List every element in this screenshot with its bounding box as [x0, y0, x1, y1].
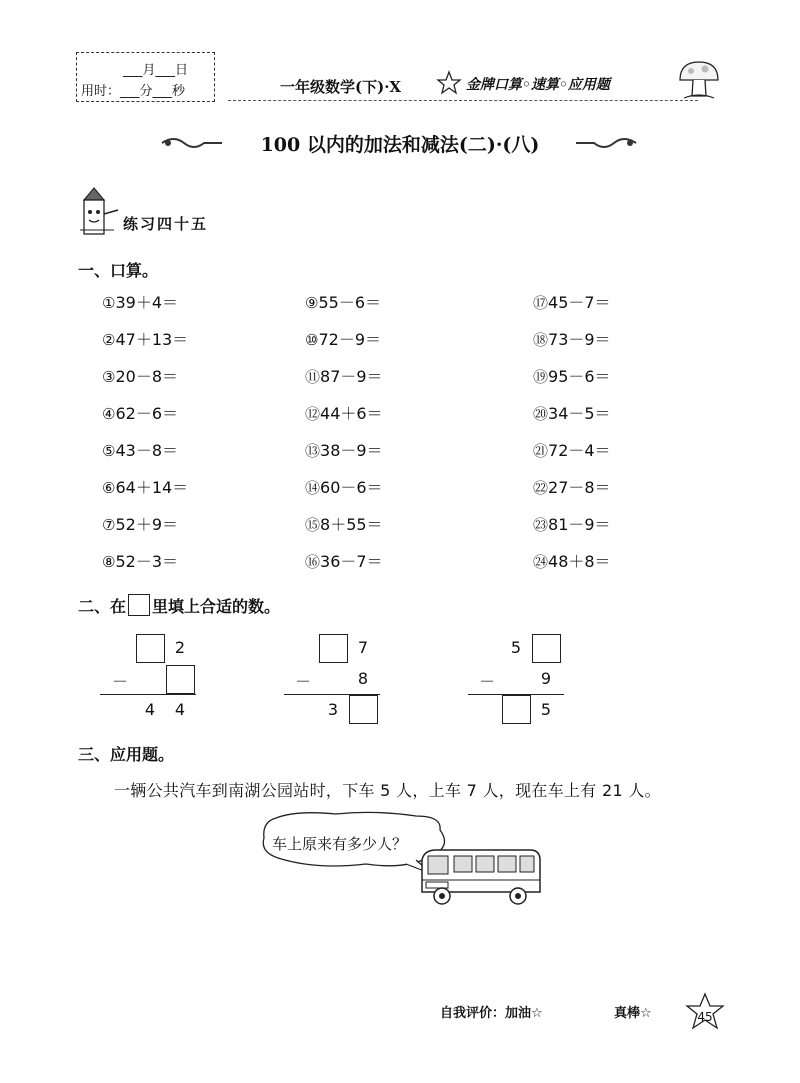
page-number: 45 [697, 1010, 713, 1024]
answer-box[interactable] [532, 634, 561, 663]
mental-math-problem [533, 438, 611, 461]
book-tags: 金牌口算◦速算◦应用题 [466, 77, 610, 93]
minus-sign: － [294, 672, 311, 691]
digit: 3 [327, 700, 339, 719]
mental-math-problem [102, 401, 178, 424]
problem-expression: 55－6＝ [318, 293, 381, 312]
problem-number: ⑩ [305, 331, 319, 349]
problem-number: ③ [102, 368, 116, 386]
problem-number: ⑫ [305, 405, 321, 423]
problem-expression: 45－7＝ [548, 293, 611, 312]
mental-math-problem [533, 475, 611, 498]
problem-number: ㉓ [533, 516, 549, 534]
problem-expression: 52＋9＝ [115, 515, 178, 534]
problem-number: ⑲ [533, 368, 549, 386]
heading-blank-box [128, 594, 150, 616]
section2-heading [78, 594, 280, 617]
problem-expression: 87－9＝ [320, 367, 383, 386]
mental-math-problem [102, 438, 178, 461]
mental-math-problem [102, 475, 188, 498]
digit: 4 [174, 700, 186, 719]
problem-expression: 48＋8＝ [548, 552, 611, 571]
problem-number: ⑱ [533, 331, 549, 349]
problem-number: ⑬ [305, 442, 321, 460]
great-rating-label: 真棒☆ [614, 1006, 652, 1021]
time-row: 用时：___分___秒 [81, 84, 186, 99]
mental-math-problem [305, 475, 383, 498]
problem-number: ㉔ [533, 553, 549, 571]
mental-math-problem [102, 290, 178, 313]
pencil-mascot-icon [74, 186, 120, 240]
answer-box[interactable] [136, 634, 165, 663]
problem-expression: 72－4＝ [548, 441, 611, 460]
problem-number: ⑨ [305, 294, 319, 312]
problem-number: ⑰ [533, 294, 549, 312]
word-problem-text: 一辆公共汽车到南湖公园站时，下车 5 人，上车 7 人，现在车上有 21 人。 [114, 781, 661, 800]
problem-expression: 44＋6＝ [320, 404, 383, 423]
problem-number: ⑪ [305, 368, 321, 386]
mental-math-problem [533, 364, 611, 387]
problem-expression: 81－9＝ [548, 515, 611, 534]
section1-heading: 一、口算。 [78, 261, 159, 280]
mental-math-problem [305, 364, 383, 387]
problem-number: ① [102, 294, 116, 312]
section2-heading-before: 二、在 [78, 597, 127, 616]
page-title: 100 以内的加法和减法(二)·(八) [260, 134, 540, 156]
answer-box[interactable] [319, 634, 348, 663]
problem-number: ⑳ [533, 405, 549, 423]
problem-expression: 8＋55＝ [320, 515, 383, 534]
problem-expression: 62－6＝ [115, 404, 178, 423]
self-evaluation-label: 自我评价：加油☆ [440, 1006, 543, 1021]
mental-math-problem [102, 549, 178, 572]
date-time-box [76, 52, 215, 102]
star-icon [436, 70, 462, 96]
mental-math-problem [305, 512, 383, 535]
digit: 4 [144, 700, 156, 719]
problem-expression: 64＋14＝ [115, 478, 189, 497]
problem-expression: 27－8＝ [548, 478, 611, 497]
swirl-right-ornament [574, 134, 638, 152]
equals-rule [100, 694, 196, 695]
mental-math-problem [305, 549, 383, 572]
answer-box[interactable] [502, 695, 531, 724]
digit: 7 [357, 638, 369, 657]
problem-expression: 39＋4＝ [115, 293, 178, 312]
mental-math-problem [533, 512, 611, 535]
problem-number: ⑦ [102, 516, 116, 534]
minus-sign: － [111, 672, 128, 691]
mental-math-problem [533, 327, 611, 350]
digit: 9 [540, 669, 552, 688]
exercise-title: 练习四十五 [123, 215, 209, 233]
digit: 5 [540, 700, 552, 719]
problem-expression: 72－9＝ [318, 330, 381, 349]
problem-number: ㉑ [533, 442, 549, 460]
mental-math-problem [533, 290, 611, 313]
mental-math-problem [305, 438, 383, 461]
mental-math-problem [533, 401, 611, 424]
mental-math-problem [305, 327, 381, 350]
problem-number: ⑭ [305, 479, 321, 497]
date-row: ___月___日 [123, 63, 189, 78]
problem-expression: 36－7＝ [320, 552, 383, 571]
problem-expression: 43－8＝ [115, 441, 178, 460]
section3-heading: 三、应用题。 [78, 745, 175, 764]
mental-math-problem [102, 327, 188, 350]
mental-math-problem [102, 364, 178, 387]
problem-expression: 60－6＝ [320, 478, 383, 497]
problem-number: ㉒ [533, 479, 549, 497]
problem-number: ② [102, 331, 116, 349]
answer-box[interactable] [349, 695, 378, 724]
problem-expression: 38－9＝ [320, 441, 383, 460]
bus-icon [414, 842, 546, 908]
header-rule [228, 100, 698, 102]
problem-number: ⑯ [305, 553, 321, 571]
problem-expression: 34－5＝ [548, 404, 611, 423]
problem-expression: 73－9＝ [548, 330, 611, 349]
mushroom-icon [676, 58, 722, 102]
problem-number: ⑧ [102, 553, 116, 571]
digit: 8 [357, 669, 369, 688]
problem-number: ⑮ [305, 516, 321, 534]
book-title: 一年级数学(下)·X [280, 78, 402, 96]
problem-number: ④ [102, 405, 116, 423]
problem-number: ⑥ [102, 479, 116, 497]
problem-expression: 52－3＝ [115, 552, 178, 571]
mental-math-problem [102, 512, 178, 535]
minus-sign: － [478, 672, 495, 691]
mental-math-problem [305, 401, 383, 424]
digit: 2 [174, 638, 186, 657]
answer-box[interactable] [166, 665, 195, 694]
problem-number: ⑤ [102, 442, 116, 460]
problem-expression: 47＋13＝ [115, 330, 189, 349]
mental-math-problem [305, 290, 381, 313]
problem-expression: 95－6＝ [548, 367, 611, 386]
digit: 5 [510, 638, 522, 657]
speech-bubble-question: 车上原来有多少人？ [272, 835, 408, 853]
mental-math-problem [533, 549, 611, 572]
section2-heading-after: 里填上合适的数。 [152, 597, 281, 616]
problem-expression: 20－8＝ [115, 367, 178, 386]
